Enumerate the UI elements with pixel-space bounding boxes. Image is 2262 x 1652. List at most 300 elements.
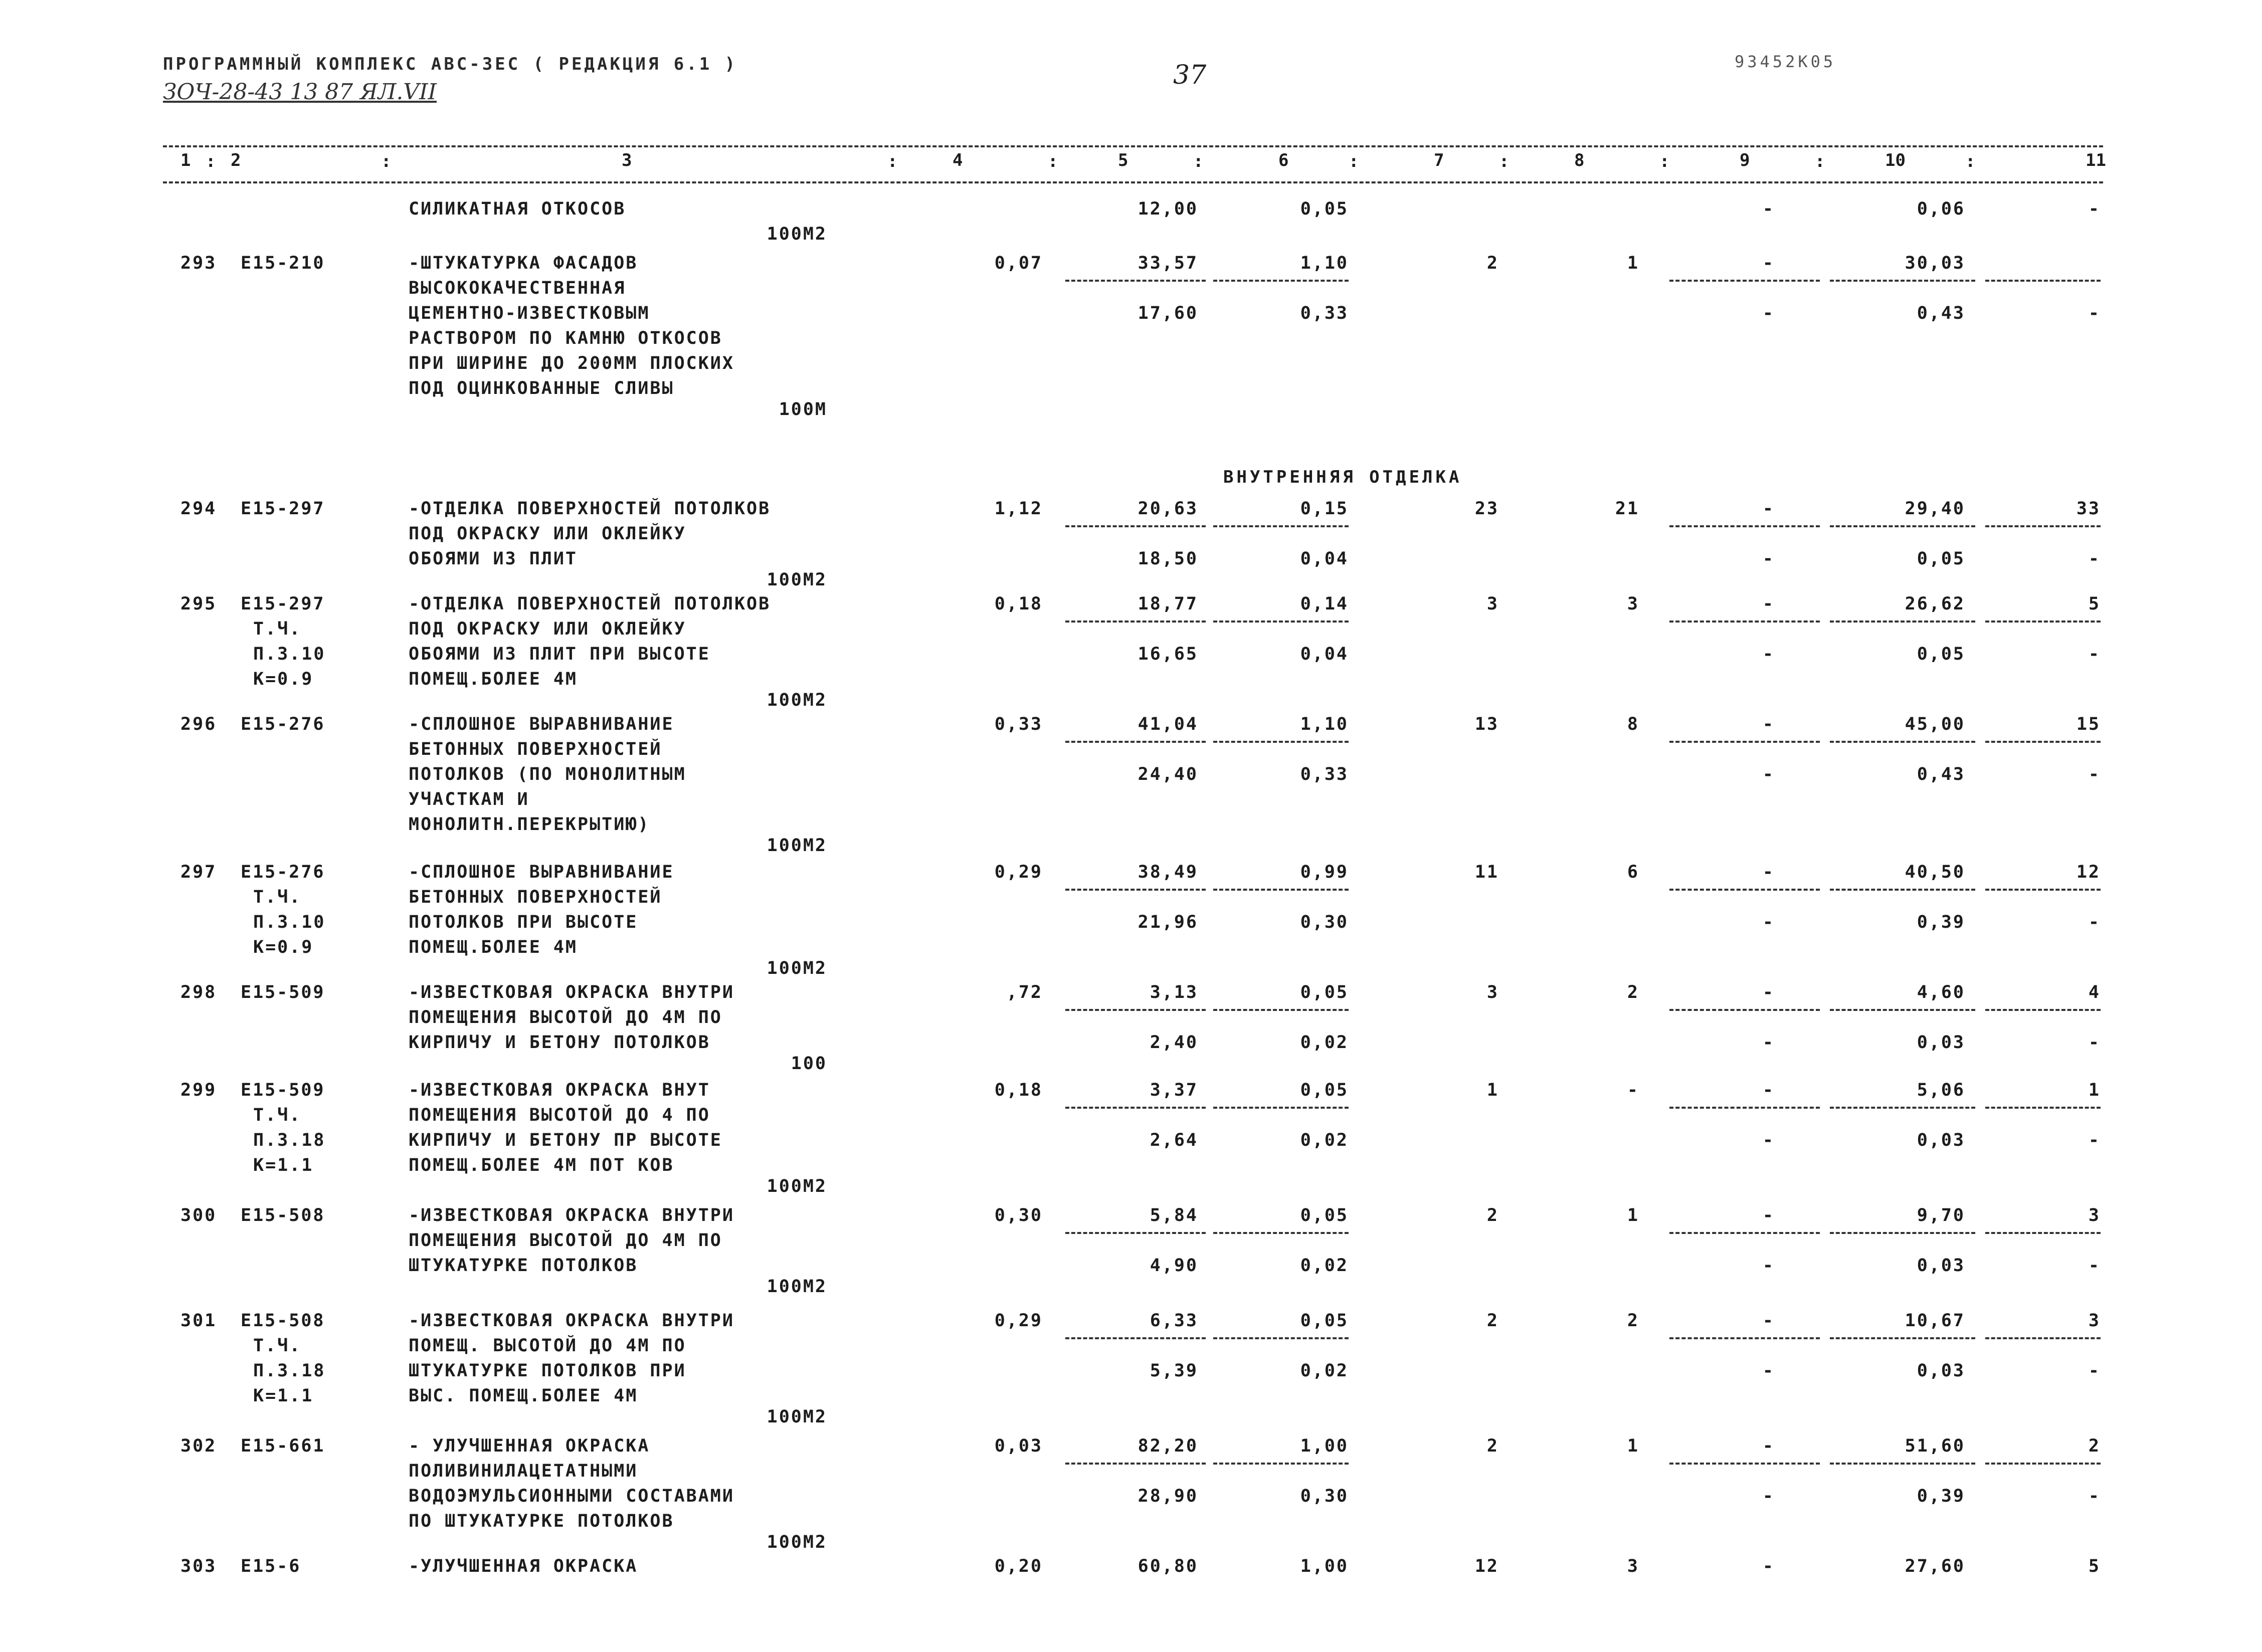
subtotal-dash-line	[1669, 889, 1820, 891]
value-c9: -	[1762, 1436, 1775, 1456]
subtotal-dash-line	[1065, 741, 1206, 743]
document-code: 93452К05	[1735, 52, 1836, 71]
work-description: -ИЗВЕСТКОВАЯ ОКРАСКА ВНУТРИ	[409, 982, 734, 1002]
program-header: ПРОГРАММНЫЙ КОМПЛЕКС АВС-3ЕС ( РЕДАКЦИЯ 6.1 )	[163, 54, 738, 74]
value-c10: 45,00	[1905, 714, 1965, 734]
value-c11: -	[2088, 1486, 2101, 1506]
value-p5: 2,40	[1150, 1032, 1198, 1053]
norm-code: Т.Ч.	[253, 1105, 302, 1125]
value-p5: 6,33	[1150, 1311, 1198, 1331]
subtotal-dash-line	[1985, 1232, 2101, 1234]
work-description: ПОМЕЩ.БОЛЕЕ 4М	[409, 669, 578, 689]
page-number: 37	[1173, 60, 1207, 90]
subtotal-dash-line	[1830, 1463, 1975, 1465]
column-header-4: 4	[953, 150, 963, 170]
value-c10: 0,03	[1917, 1130, 1965, 1150]
value-c7: 1	[1486, 1080, 1499, 1100]
header-rule	[163, 181, 2103, 183]
value-p6: 0,02	[1300, 1361, 1349, 1381]
work-description: -ОТДЕЛКА ПОВЕРХНОСТЕЙ ПОТОЛКОВ	[409, 594, 771, 614]
work-description: ПОД ОКРАСКУ ИЛИ ОКЛЕЙКУ	[409, 619, 686, 639]
value-c11: -	[2088, 1130, 2101, 1150]
work-description: ПОТОЛКОВ ПРИ ВЫСОТЕ	[409, 912, 638, 932]
value-p6: 0,02	[1300, 1032, 1349, 1053]
value-qty: 0,18	[994, 1080, 1043, 1100]
value-qty: 1,12	[994, 499, 1043, 519]
norm-code: К=1.1	[253, 1386, 314, 1406]
value-p5: 2,64	[1150, 1130, 1198, 1150]
norm-code: К=0.9	[253, 669, 314, 689]
value-c10: 29,40	[1905, 499, 1965, 519]
work-description: ВЫСОКОКАЧЕСТВЕННАЯ	[409, 278, 626, 298]
row-number: 301	[180, 1311, 217, 1331]
norm-code: К=0.9	[253, 937, 314, 957]
value-c10: 0,05	[1917, 549, 1965, 569]
subtotal-dash-line	[1065, 1463, 1206, 1465]
subtotal-dash-line	[1985, 1337, 2101, 1339]
row-number: 299	[180, 1080, 217, 1100]
value-c11: -	[2088, 303, 2101, 323]
value-p6: 0,02	[1300, 1256, 1349, 1276]
value-qty: 0,30	[994, 1205, 1043, 1225]
value-p6: 1,00	[1300, 1436, 1349, 1456]
value-p5: 20,63	[1138, 499, 1198, 519]
work-description: ВОДОЭМУЛЬСИОННЫМИ СОСТАВАМИ	[409, 1486, 734, 1506]
value-c7: 2	[1486, 1436, 1499, 1456]
value-c10: 0,05	[1917, 644, 1965, 664]
work-description: ШТУКАТУРКЕ ПОТОЛКОВ	[409, 1256, 638, 1276]
value-c9: -	[1762, 549, 1775, 569]
value-p6: 0,04	[1300, 644, 1349, 664]
value-p5: 5,84	[1150, 1205, 1198, 1225]
subtotal-dash-line	[1830, 1337, 1975, 1339]
value-c7: 23	[1474, 499, 1499, 519]
unit-of-measure: 100М2	[767, 1407, 827, 1427]
column-header-8: 8	[1574, 150, 1585, 170]
value-c9: -	[1762, 1361, 1775, 1381]
subtotal-dash-line	[1213, 621, 1349, 623]
value-c8: 2	[1627, 982, 1639, 1002]
subtotal-dash-line	[1065, 280, 1206, 282]
subtotal-dash-line	[1985, 1009, 2101, 1011]
value-qty: 0,03	[994, 1436, 1043, 1456]
subtotal-dash-line	[1065, 621, 1206, 623]
value-c9: -	[1762, 499, 1775, 519]
value-p6: 1,10	[1300, 253, 1349, 273]
subtotal-dash-line	[1830, 1107, 1975, 1109]
value-p5: 3,13	[1150, 982, 1198, 1002]
value-c10: 10,67	[1905, 1311, 1965, 1331]
value-p5: 24,40	[1138, 764, 1198, 784]
value-p6: 0,04	[1300, 549, 1349, 569]
norm-code: П.3.10	[253, 912, 326, 932]
value-c7: 2	[1486, 1311, 1499, 1331]
value-p5: 21,96	[1138, 912, 1198, 932]
column-header-10: 10	[1885, 150, 1906, 170]
value-p5: 41,04	[1138, 714, 1198, 734]
subtotal-dash-line	[1669, 741, 1820, 743]
value-p6: 0,05	[1300, 199, 1349, 219]
subtotal-dash-line	[1213, 525, 1349, 527]
column-header-3: 3	[622, 150, 632, 170]
value-c9: -	[1762, 1032, 1775, 1053]
norm-code: Е15-276	[241, 714, 325, 734]
work-description: -УЛУЧШЕННАЯ ОКРАСКА	[409, 1556, 638, 1576]
work-description: РАСТВОРОМ ПО КАМНЮ ОТКОСОВ	[409, 328, 722, 348]
value-c10: 0,39	[1917, 912, 1965, 932]
value-p5: 82,20	[1138, 1436, 1198, 1456]
value-c7: 3	[1486, 982, 1499, 1002]
subtotal-dash-line	[1065, 1107, 1206, 1109]
value-c11: -	[2088, 199, 2101, 219]
value-c11: -	[2088, 1361, 2101, 1381]
value-c10: 0,03	[1917, 1361, 1965, 1381]
unit-of-measure: 100М2	[767, 224, 827, 244]
row-number: 298	[180, 982, 217, 1002]
column-header-7: 7	[1434, 150, 1444, 170]
value-p6: 1,10	[1300, 714, 1349, 734]
norm-code: Е15-508	[241, 1311, 325, 1331]
norm-code: Е15-509	[241, 982, 325, 1002]
norm-code: К=1.1	[253, 1155, 314, 1175]
work-description: БЕТОННЫХ ПОВЕРХНОСТЕЙ	[409, 739, 662, 759]
work-description: БЕТОННЫХ ПОВЕРХНОСТЕЙ	[409, 887, 662, 907]
subtotal-dash-line	[1213, 1107, 1349, 1109]
value-c7: 2	[1486, 253, 1499, 273]
work-description: -СПЛОШНОЕ ВЫРАВНИВАНИЕ	[409, 862, 674, 882]
value-c9: -	[1762, 764, 1775, 784]
work-description: ЦЕМЕНТНО-ИЗВЕСТКОВЫМ	[409, 303, 650, 323]
subtotal-dash-line	[1830, 741, 1975, 743]
subtotal-dash-line	[1065, 889, 1206, 891]
value-c9: -	[1762, 1080, 1775, 1100]
value-p6: 0,15	[1300, 499, 1349, 519]
subtotal-dash-line	[1213, 280, 1349, 282]
work-description: ПОД ОЦИНКОВАННЫЕ СЛИВЫ	[409, 378, 674, 398]
column-separator: :	[1048, 151, 1058, 171]
unit-of-measure: 100	[791, 1054, 827, 1074]
column-separator: :	[1815, 151, 1825, 171]
value-c9: -	[1762, 199, 1775, 219]
value-p5: 17,60	[1138, 303, 1198, 323]
norm-code: Е15-508	[241, 1205, 325, 1225]
value-c9: -	[1762, 862, 1775, 882]
norm-code: Е15-509	[241, 1080, 325, 1100]
work-description: ПОМЕЩ.БОЛЕЕ 4М ПОТ КОВ	[409, 1155, 674, 1175]
norm-code: Е15-276	[241, 862, 325, 882]
norm-code: Е15-661	[241, 1436, 325, 1456]
value-c11: 33	[2076, 499, 2101, 519]
value-qty: 0,07	[994, 253, 1043, 273]
unit-of-measure: 100М2	[767, 1532, 827, 1552]
value-c9: -	[1762, 1130, 1775, 1150]
work-description: КИРПИЧУ И БЕТОНУ ПОТОЛКОВ	[409, 1032, 710, 1053]
value-c9: -	[1762, 303, 1775, 323]
value-p5: 33,57	[1138, 253, 1198, 273]
value-c10: 0,39	[1917, 1486, 1965, 1506]
value-p6: 0,99	[1300, 862, 1349, 882]
row-number: 295	[180, 594, 217, 614]
column-separator: :	[1193, 151, 1204, 171]
value-c11: -	[2088, 1256, 2101, 1276]
norm-code: Е15-297	[241, 594, 325, 614]
value-c7: 12	[1474, 1556, 1499, 1576]
value-p5: 38,49	[1138, 862, 1198, 882]
value-c10: 0,03	[1917, 1256, 1965, 1276]
handwritten-reference: ЗОЧ-28-43 13 87 ЯЛ.VII	[163, 79, 437, 105]
unit-of-measure: 100М2	[767, 1176, 827, 1196]
value-c10: 5,06	[1917, 1080, 1965, 1100]
value-p6: 0,02	[1300, 1130, 1349, 1150]
subtotal-dash-line	[1985, 280, 2101, 282]
subtotal-dash-line	[1065, 1337, 1206, 1339]
norm-code: П.3.18	[253, 1361, 326, 1381]
subtotal-dash-line	[1669, 1463, 1820, 1465]
row-number: 300	[180, 1205, 217, 1225]
work-description: -ОТДЕЛКА ПОВЕРХНОСТЕЙ ПОТОЛКОВ	[409, 499, 771, 519]
value-c8: 3	[1627, 1556, 1639, 1576]
unit-of-measure: 100М2	[767, 690, 827, 710]
value-qty: 0,29	[994, 1311, 1043, 1331]
value-p6: 0,05	[1300, 982, 1349, 1002]
norm-code: Е15-6	[241, 1556, 301, 1576]
norm-code: Т.Ч.	[253, 1336, 302, 1356]
subtotal-dash-line	[1985, 621, 2101, 623]
value-p5: 4,90	[1150, 1256, 1198, 1276]
value-p6: 0,05	[1300, 1311, 1349, 1331]
work-description: ПОЛИВИНИЛАЦЕТАТНЫМИ	[409, 1461, 638, 1481]
value-c10: 4,60	[1917, 982, 1965, 1002]
value-c10: 27,60	[1905, 1556, 1965, 1576]
value-c9: -	[1762, 912, 1775, 932]
subtotal-dash-line	[1985, 1463, 2101, 1465]
value-p6: 0,14	[1300, 594, 1349, 614]
work-description: -ИЗВЕСТКОВАЯ ОКРАСКА ВНУТ	[409, 1080, 710, 1100]
work-description: ПОТОЛКОВ (ПО МОНОЛИТНЫМ	[409, 764, 686, 784]
subtotal-dash-line	[1669, 525, 1820, 527]
value-c11: 3	[2088, 1311, 2101, 1331]
value-c8: 3	[1627, 594, 1639, 614]
value-qty: 0,18	[994, 594, 1043, 614]
value-c10: 40,50	[1905, 862, 1965, 882]
value-p6: 0,33	[1300, 764, 1349, 784]
value-c11: 15	[2076, 714, 2101, 734]
value-qty: ,72	[1006, 982, 1043, 1002]
row-number: 303	[180, 1556, 217, 1576]
column-separator: :	[1499, 151, 1510, 171]
value-p6: 0,33	[1300, 303, 1349, 323]
value-c10: 30,03	[1905, 253, 1965, 273]
value-c10: 0,03	[1917, 1032, 1965, 1053]
row-number: 294	[180, 499, 217, 519]
row-number: 293	[180, 253, 217, 273]
value-c11: 3	[2088, 1205, 2101, 1225]
subtotal-dash-line	[1065, 1232, 1206, 1234]
column-separator: :	[887, 151, 898, 171]
work-description: - УЛУЧШЕННАЯ ОКРАСКА	[409, 1436, 650, 1456]
value-p5: 60,80	[1138, 1556, 1198, 1576]
norm-code: Т.Ч.	[253, 619, 302, 639]
value-c9: -	[1762, 1486, 1775, 1506]
work-description: ОБОЯМИ ИЗ ПЛИТ ПРИ ВЫСОТЕ	[409, 644, 710, 664]
column-header-5: 5	[1118, 150, 1128, 170]
value-qty: 0,29	[994, 862, 1043, 882]
value-c11: -	[2088, 764, 2101, 784]
value-c11: 4	[2088, 982, 2101, 1002]
subtotal-dash-line	[1985, 741, 2101, 743]
subtotal-dash-line	[1213, 1463, 1349, 1465]
value-c9: -	[1762, 1311, 1775, 1331]
subtotal-dash-line	[1065, 1009, 1206, 1011]
unit-of-measure: 100М2	[767, 958, 827, 978]
value-c7: 2	[1486, 1205, 1499, 1225]
top-rule	[163, 145, 2103, 147]
row-number: 297	[180, 862, 217, 882]
subtotal-dash-line	[1213, 1232, 1349, 1234]
value-c8: 2	[1627, 1311, 1639, 1331]
value-c7: 11	[1474, 862, 1499, 882]
subtotal-dash-line	[1065, 525, 1206, 527]
subtotal-dash-line	[1830, 525, 1975, 527]
subtotal-dash-line	[1669, 280, 1820, 282]
value-c9: -	[1762, 982, 1775, 1002]
value-c9: -	[1762, 644, 1775, 664]
subtotal-dash-line	[1830, 621, 1975, 623]
norm-code: П.3.10	[253, 644, 326, 664]
value-p5: 18,50	[1138, 549, 1198, 569]
value-p6: 0,30	[1300, 912, 1349, 932]
value-c9: -	[1762, 714, 1775, 734]
subtotal-dash-line	[1213, 741, 1349, 743]
value-c11: 5	[2088, 1556, 2101, 1576]
work-description: ПОМЕЩ. ВЫСОТОЙ ДО 4М ПО	[409, 1336, 686, 1356]
value-c8: 21	[1615, 499, 1639, 519]
value-c10: 0,43	[1917, 303, 1965, 323]
value-qty: 0,20	[994, 1556, 1043, 1576]
subtotal-dash-line	[1830, 280, 1975, 282]
value-p6: 1,00	[1300, 1556, 1349, 1576]
subtotal-dash-line	[1213, 1009, 1349, 1011]
work-description: СИЛИКАТНАЯ ОТКОСОВ	[409, 199, 626, 219]
subtotal-dash-line	[1669, 1107, 1820, 1109]
work-description: ОБОЯМИ ИЗ ПЛИТ	[409, 549, 578, 569]
value-c10: 51,60	[1905, 1436, 1965, 1456]
value-p5: 12,00	[1138, 199, 1198, 219]
work-description: -ШТУКАТУРКА ФАСАДОВ	[409, 253, 638, 273]
work-description: ПОМЕЩЕНИЯ ВЫСОТОЙ ДО 4М ПО	[409, 1230, 722, 1251]
value-c9: -	[1762, 253, 1775, 273]
subtotal-dash-line	[1669, 1232, 1820, 1234]
norm-code: Е15-210	[241, 253, 325, 273]
work-description: ПРИ ШИРИНЕ ДО 200ММ ПЛОСКИХ	[409, 353, 734, 373]
value-c11: 1	[2088, 1080, 2101, 1100]
work-description: -ИЗВЕСТКОВАЯ ОКРАСКА ВНУТРИ	[409, 1311, 734, 1331]
value-c8: 8	[1627, 714, 1639, 734]
value-p5: 5,39	[1150, 1361, 1198, 1381]
norm-code: П.3.18	[253, 1130, 326, 1150]
value-c8: -	[1627, 1080, 1639, 1100]
value-c11: -	[2088, 644, 2101, 664]
value-p5: 28,90	[1138, 1486, 1198, 1506]
value-c11: 12	[2076, 862, 2101, 882]
subtotal-dash-line	[1213, 889, 1349, 891]
work-description: -ИЗВЕСТКОВАЯ ОКРАСКА ВНУТРИ	[409, 1205, 734, 1225]
work-description: ПОМЕЩ.БОЛЕЕ 4М	[409, 937, 578, 957]
subtotal-dash-line	[1830, 1232, 1975, 1234]
column-header-2: 2	[231, 150, 241, 170]
row-number: 302	[180, 1436, 217, 1456]
subtotal-dash-line	[1985, 1107, 2101, 1109]
unit-of-measure: 100М2	[767, 836, 827, 856]
subtotal-dash-line	[1985, 889, 2101, 891]
value-c8: 1	[1627, 1436, 1639, 1456]
value-c9: -	[1762, 1256, 1775, 1276]
column-separator: :	[381, 151, 392, 171]
value-p6: 0,05	[1300, 1205, 1349, 1225]
section-title: ВНУТРЕННЯЯ ОТДЕЛКА	[1223, 467, 1462, 487]
work-description: -СПЛОШНОЕ ВЫРАВНИВАНИЕ	[409, 714, 674, 734]
value-qty: 0,33	[994, 714, 1043, 734]
work-description: ШТУКАТУРКЕ ПОТОЛКОВ ПРИ	[409, 1361, 686, 1381]
norm-code: Е15-297	[241, 499, 325, 519]
column-separator: :	[1965, 151, 1976, 171]
value-p6: 0,05	[1300, 1080, 1349, 1100]
unit-of-measure: 100М2	[767, 570, 827, 590]
subtotal-dash-line	[1669, 621, 1820, 623]
norm-code: Т.Ч.	[253, 887, 302, 907]
value-c8: 1	[1627, 253, 1639, 273]
value-c10: 26,62	[1905, 594, 1965, 614]
value-c9: -	[1762, 594, 1775, 614]
subtotal-dash-line	[1669, 1337, 1820, 1339]
column-header-11: 11	[2086, 150, 2106, 170]
value-c11: 5	[2088, 594, 2101, 614]
value-c7: 3	[1486, 594, 1499, 614]
work-description: ВЫС. ПОМЕЩ.БОЛЕЕ 4М	[409, 1386, 638, 1406]
value-c10: 0,06	[1917, 199, 1965, 219]
column-separator: :	[206, 151, 216, 171]
value-c7: 13	[1474, 714, 1499, 734]
value-c11: -	[2088, 912, 2101, 932]
work-description: КИРПИЧУ И БЕТОНУ ПР ВЫСОТЕ	[409, 1130, 722, 1150]
value-c8: 6	[1627, 862, 1639, 882]
work-description: МОНОЛИТН.ПЕРЕКРЫТИЮ)	[409, 814, 650, 835]
value-c11: -	[2088, 1032, 2101, 1053]
column-separator: :	[1349, 151, 1359, 171]
row-number: 296	[180, 714, 217, 734]
value-p6: 0,30	[1300, 1486, 1349, 1506]
value-c10: 9,70	[1917, 1205, 1965, 1225]
value-p5: 18,77	[1138, 594, 1198, 614]
work-description: ПОМЕЩЕНИЯ ВЫСОТОЙ ДО 4М ПО	[409, 1007, 722, 1027]
column-header-6: 6	[1278, 150, 1289, 170]
column-separator: :	[1659, 151, 1670, 171]
value-c10: 0,43	[1917, 764, 1965, 784]
value-c11: 2	[2088, 1436, 2101, 1456]
subtotal-dash-line	[1985, 525, 2101, 527]
value-p5: 3,37	[1150, 1080, 1198, 1100]
column-header-9: 9	[1740, 150, 1750, 170]
column-header-1: 1	[180, 150, 191, 170]
work-description: ПОМЕЩЕНИЯ ВЫСОТОЙ ДО 4 ПО	[409, 1105, 710, 1125]
work-description: ПО ШТУКАТУРКЕ ПОТОЛКОВ	[409, 1511, 674, 1531]
subtotal-dash-line	[1830, 889, 1975, 891]
value-c9: -	[1762, 1556, 1775, 1576]
value-p5: 16,65	[1138, 644, 1198, 664]
value-c11: -	[2088, 549, 2101, 569]
subtotal-dash-line	[1669, 1009, 1820, 1011]
subtotal-dash-line	[1213, 1337, 1349, 1339]
